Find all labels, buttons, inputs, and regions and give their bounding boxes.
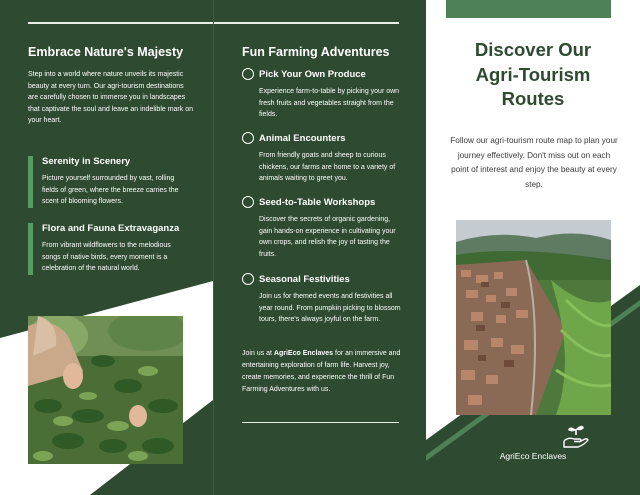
circle-bullet-icon [242, 196, 254, 208]
panel1-intro: Step into a world where nature unveils its majestic beauty at every turn. Our agri-tourism destinations are carefully chosen to immerse you in landscapes that captivate the soul and leave an indelible mark on your heart. [28, 71, 193, 124]
feature-title: Flora and Fauna Extravaganza [42, 223, 180, 234]
panel1-heading: Embrace Nature's Majesty [28, 45, 184, 59]
closing-paragraph [242, 348, 404, 396]
closing-suffix: for an immersive and entertaining exploration of farm life. Harvest joy, create memories, and experience the thrill of Fun Farming Adventures with us. [242, 350, 401, 393]
adventure-seasonal-festivities [242, 273, 402, 326]
panel-right [426, 0, 640, 495]
adventure-title: Pick Your Own Produce [259, 68, 366, 80]
brand-name: AgriEco Enclaves [499, 451, 567, 461]
adventure-text: Experience farm-to-table by picking your own fresh fruits and vegetables straight from the fields. [259, 88, 400, 118]
adventure-animal-encounters [242, 132, 402, 185]
closing-brand: AgriEco Enclaves [273, 350, 334, 357]
adventure-seed-to-table [242, 196, 402, 260]
circle-bullet-icon [242, 273, 254, 285]
title-line: Agri-Tourism [475, 63, 591, 85]
title-line: Routes [501, 88, 565, 109]
panel2-heading: Fun Farming Adventures [242, 45, 390, 59]
village-aerial-photo [456, 220, 611, 415]
panel-middle [213, 0, 426, 495]
bottom-divider [242, 422, 399, 423]
closing-prefix: Join us at [242, 350, 274, 357]
adventure-pick-produce [242, 68, 402, 121]
circle-bullet-icon [242, 68, 254, 80]
title-line: Discover Our [474, 39, 592, 60]
adventure-title: Animal Encounters [259, 132, 346, 144]
hand-with-sprout-icon [562, 423, 590, 449]
feature-text: From vibrant wildflowers to the melodious songs of native birds, every moment is a celebration of the natural world. [42, 242, 171, 272]
hands-in-plants-photo [28, 316, 183, 464]
circle-bullet-icon [242, 132, 254, 144]
adventure-title: Seasonal Festivities [259, 273, 350, 285]
feature-text: Picture yourself surrounded by vast, rolling fields of green, where the breeze carries the scent of blooming flowers. [42, 175, 179, 205]
adventure-text: Discover the secrets of organic gardening, gain hands-on experience in cultivating your own crops, and relish the joy of tasting the fruits. [259, 216, 396, 258]
adventure-text: Join us for themed events and festivities all year round. From pumpkin picking to blossom tours, there's always joyful on the farm. [259, 293, 401, 323]
feature-title: Serenity in Scenery [42, 156, 131, 167]
top-divider [214, 22, 399, 24]
panel-left [0, 0, 213, 495]
cover-description: Follow our agri-tourism route map to plan your journey effectively. Don't miss out on each point of interest and enjoy the beauty at every step. [450, 136, 618, 189]
adventure-title: Seed-to-Table Workshops [259, 196, 376, 208]
adventure-text: From friendly goats and sheep to curious chickens, our farms are home to a variety of animals waiting to greet you. [259, 152, 396, 182]
